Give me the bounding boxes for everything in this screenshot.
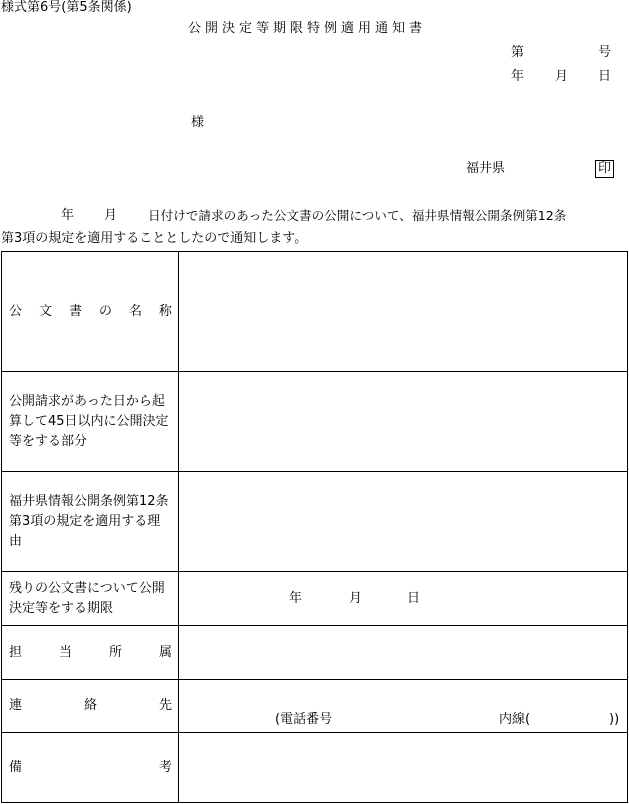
body-line1: 日付けで請求のあった公文書の公開について、福井県情報公開条例第12条: [148, 208, 567, 223]
date-month: 月: [555, 69, 569, 84]
label-text: 残りの公文書について公開決定等をする期限: [9, 580, 165, 616]
label-text: 連 絡 先: [9, 698, 172, 713]
label-text: 担 当 所 属: [9, 644, 172, 660]
value-remarks[interactable]: [179, 733, 628, 803]
label-text: 備 考: [9, 759, 172, 775]
body-year: 年: [61, 208, 75, 223]
label-reason: [2, 472, 179, 572]
deadline-month: 月: [349, 590, 363, 606]
extension-label: 内線(: [499, 712, 531, 727]
table-row: [2, 572, 628, 626]
value-department[interactable]: [179, 626, 628, 680]
contact-close: )): [609, 712, 620, 727]
value-document-name[interactable]: [179, 252, 628, 372]
label-remarks: [2, 733, 179, 803]
deadline-year: 年: [289, 590, 303, 606]
value-contact[interactable]: [179, 680, 628, 733]
table-row: [2, 372, 628, 472]
seal-text: 印: [595, 160, 614, 178]
seal-mark: [595, 160, 614, 178]
notice-table: [1, 251, 628, 803]
label-contact: [2, 680, 179, 733]
addressee-suffix: 様: [191, 115, 205, 130]
table-row: [2, 626, 628, 680]
value-reason[interactable]: [179, 472, 628, 572]
document-title: 公開決定等期限特例適用通知書: [188, 21, 427, 36]
value-disclosure-part[interactable]: [179, 372, 628, 472]
label-text: 福井県情報公開条例第12条第3項の規定を適用する理由: [9, 493, 169, 549]
value-deadline[interactable]: [179, 572, 628, 626]
label-text: 公開請求があった日から起算して45日以内に公開決定等をする部分: [9, 393, 169, 449]
label-department: [2, 626, 179, 680]
issuer-name: 福井県: [466, 161, 506, 176]
date-day: 日: [598, 69, 612, 84]
date-year: 年: [511, 69, 525, 84]
body-month: 月: [104, 208, 118, 223]
label-deadline: [2, 572, 179, 626]
deadline-day: 日: [407, 590, 421, 606]
body-line2: 第3項の規定を適用することとしたので通知します。: [1, 231, 308, 246]
table-row: [2, 733, 628, 803]
doc-number-suffix: 号: [598, 45, 612, 60]
label-document-name: [2, 252, 179, 372]
label-text: 公 文 書 の 名 称: [9, 303, 172, 319]
doc-number-prefix: 第: [511, 45, 525, 60]
phone-label: (電話番号: [275, 712, 333, 727]
table-row: [2, 472, 628, 572]
label-disclosure-part: [2, 372, 179, 472]
table-row: [2, 680, 628, 733]
form-number: 様式第6号(第5条関係): [1, 0, 132, 15]
table-row: [2, 252, 628, 372]
